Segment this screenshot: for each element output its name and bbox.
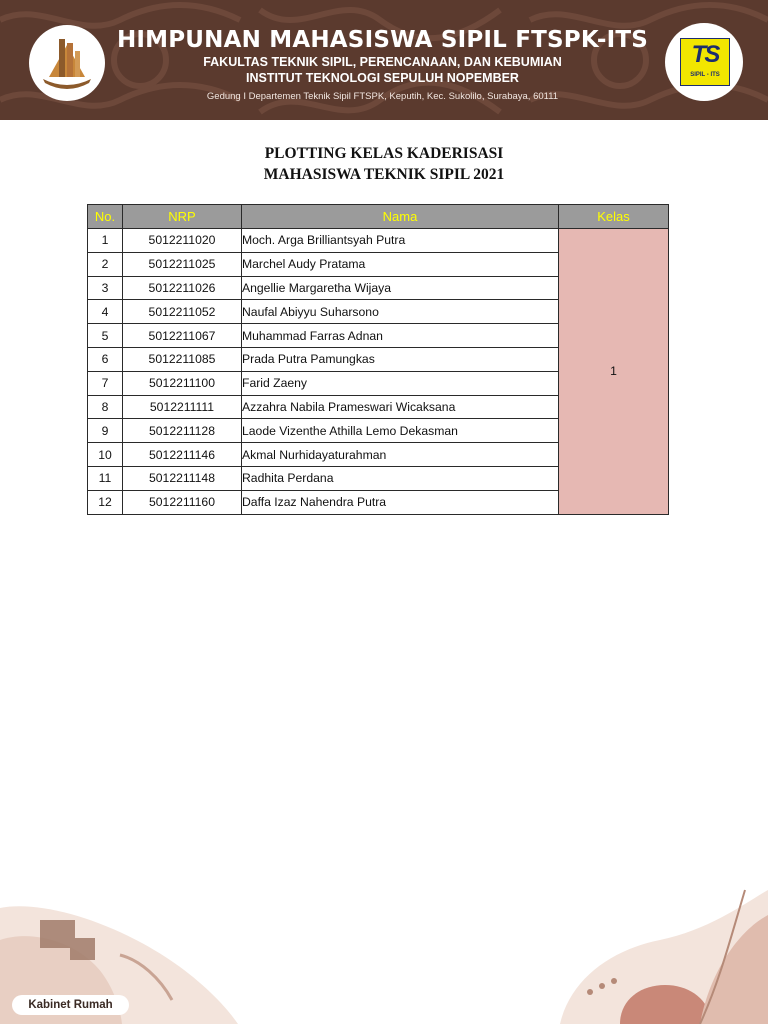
row-nrp: 5012211020 <box>123 229 242 253</box>
plotting-table <box>87 204 669 515</box>
row-nama: Azzahra Nabila Prameswari Wicaksana <box>242 395 559 419</box>
row-nama: Muhammad Farras Adnan <box>242 324 559 348</box>
building-emblem-icon <box>29 25 105 101</box>
row-number: 2 <box>88 252 123 276</box>
row-nrp: 5012211160 <box>123 490 242 514</box>
table-header-row <box>88 205 669 229</box>
row-nama: Marchel Audy Pratama <box>242 252 559 276</box>
row-number: 9 <box>88 419 123 443</box>
faculty-name: FAKULTAS TEKNIK SIPIL, PERENCANAAN, DAN KEBUMIAN <box>203 55 562 69</box>
ts-logo-subtext: SIPIL - ITS <box>690 72 720 78</box>
row-nama: Angellie Margaretha Wijaya <box>242 276 559 300</box>
row-number: 7 <box>88 371 123 395</box>
row-nrp: 5012211067 <box>123 324 242 348</box>
row-number: 5 <box>88 324 123 348</box>
institute-name: INSTITUT TEKNOLOGI SEPULUH NOPEMBER <box>246 71 519 85</box>
footer-badge: Kabinet Rumah <box>12 995 129 1015</box>
row-nama: Moch. Arga Brilliantsyah Putra <box>242 229 559 253</box>
hms-logo <box>29 25 105 101</box>
row-number: 12 <box>88 490 123 514</box>
ts-logo-box <box>680 38 730 86</box>
row-number: 11 <box>88 466 123 490</box>
row-nama: Radhita Perdana <box>242 466 559 490</box>
column-header-nrp: NRP <box>123 205 242 229</box>
column-header-nama: Nama <box>242 205 559 229</box>
document-title-line-1: PLOTTING KELAS KADERISASI <box>264 145 504 162</box>
column-header-kelas: Kelas <box>559 205 669 229</box>
header-banner <box>0 0 768 120</box>
row-nrp: 5012211100 <box>123 371 242 395</box>
ts-logo-text: TS <box>691 41 719 68</box>
row-nama: Akmal Nurhidayaturahman <box>242 443 559 467</box>
organization-title: HIMPUNAN MAHASISWA SIPIL FTSPK-ITS <box>116 27 649 53</box>
row-nrp: 5012211128 <box>123 419 242 443</box>
kelas-cell: 1 <box>559 229 669 515</box>
ts-logo <box>665 23 743 101</box>
column-header-no: No. <box>88 205 123 229</box>
row-nrp: 5012211148 <box>123 466 242 490</box>
row-nama: Laode Vizenthe Athilla Lemo Dekasman <box>242 419 559 443</box>
row-nrp: 5012211026 <box>123 276 242 300</box>
row-nrp: 5012211146 <box>123 443 242 467</box>
row-number: 1 <box>88 229 123 253</box>
row-nama: Naufal Abiyyu Suharsono <box>242 300 559 324</box>
row-nrp: 5012211025 <box>123 252 242 276</box>
row-number: 4 <box>88 300 123 324</box>
document-title-line-2: MAHASISWA TEKNIK SIPIL 2021 <box>263 166 505 183</box>
row-nama: Farid Zaeny <box>242 371 559 395</box>
row-nrp: 5012211111 <box>123 395 242 419</box>
row-number: 3 <box>88 276 123 300</box>
row-nama: Daffa Izaz Nahendra Putra <box>242 490 559 514</box>
row-nama: Prada Putra Pamungkas <box>242 347 559 371</box>
row-number: 10 <box>88 443 123 467</box>
row-nrp: 5012211052 <box>123 300 242 324</box>
table-row <box>88 229 669 253</box>
row-nrp: 5012211085 <box>123 347 242 371</box>
row-number: 6 <box>88 347 123 371</box>
row-number: 8 <box>88 395 123 419</box>
address-line: Gedung I Departemen Teknik Sipil FTSPK, Keputih, Kec. Sukolilo, Surabaya, 60111 <box>206 91 559 102</box>
